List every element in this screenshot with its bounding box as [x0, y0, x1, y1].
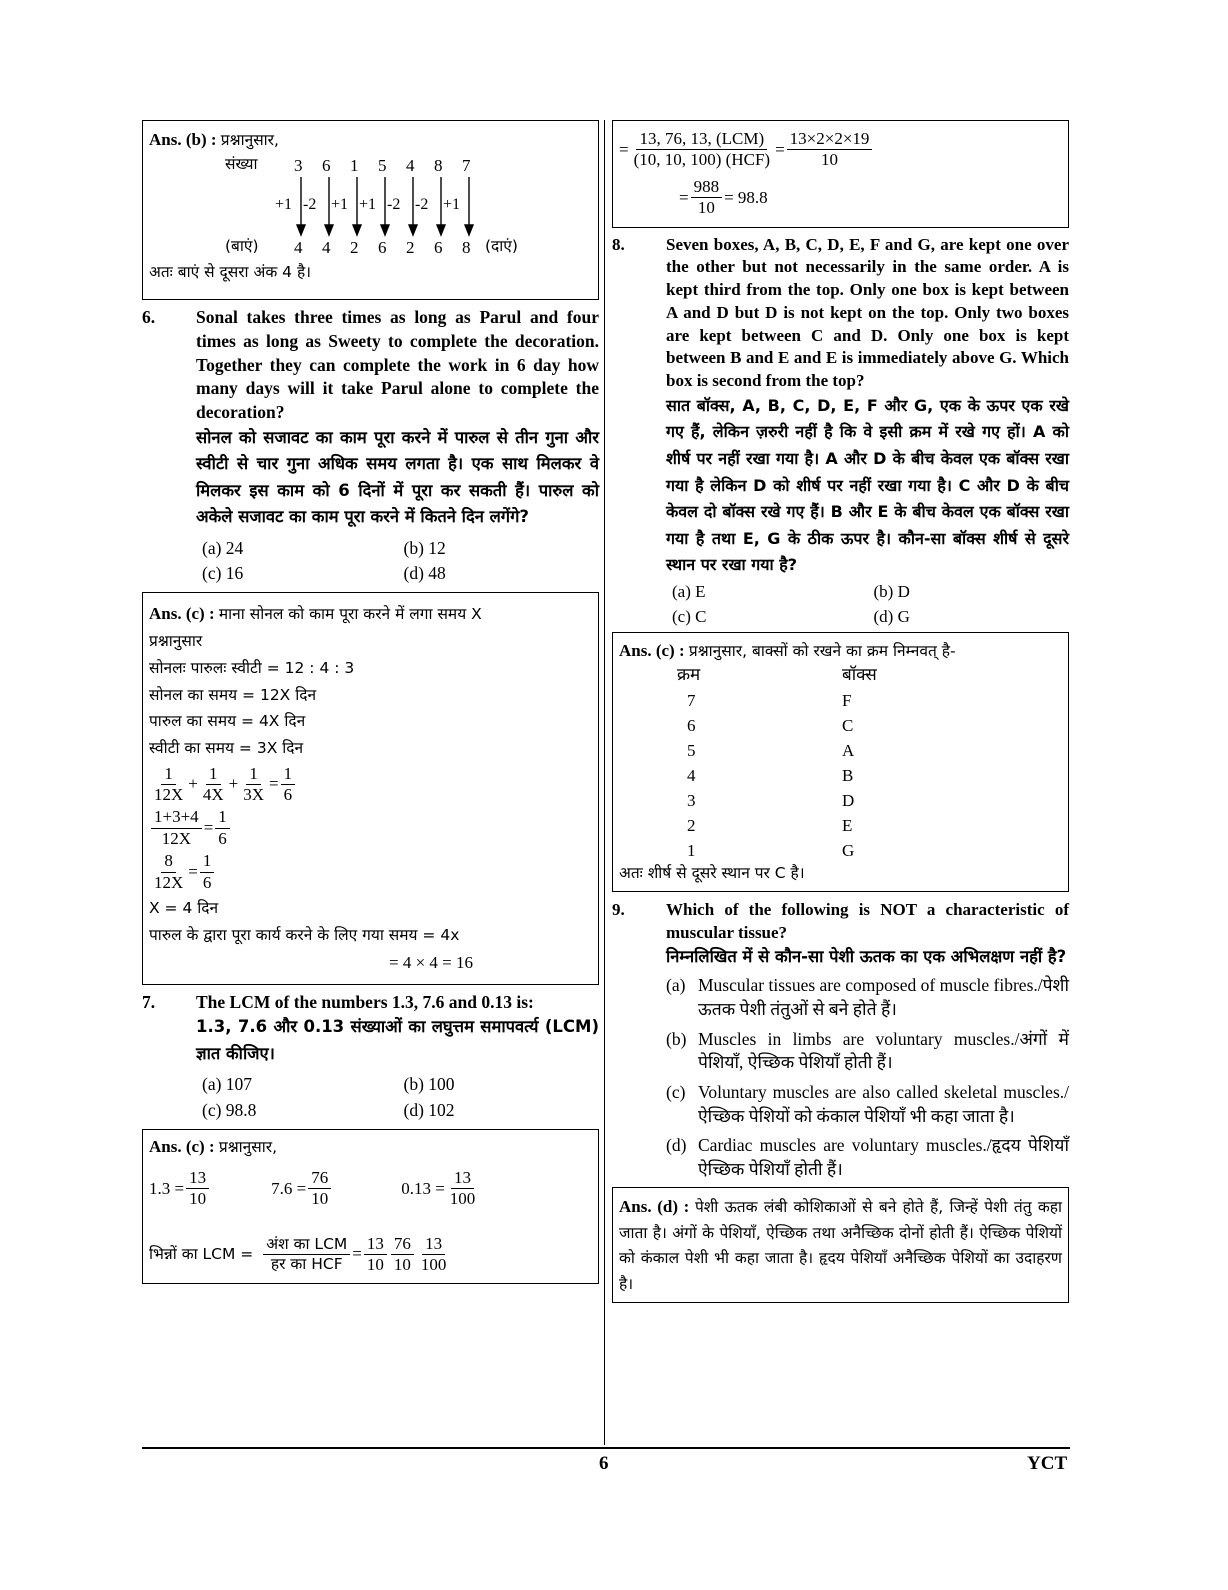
answer-conclusion: अतः बाएं से दूसरा अंक 4 है। — [149, 262, 312, 281]
table-row — [677, 738, 997, 763]
left-column — [142, 120, 599, 1284]
numerator: 988 — [691, 177, 723, 198]
arrow-head — [325, 225, 333, 235]
numerator: 13×2×2×19 — [787, 129, 873, 150]
arrow-head — [297, 225, 305, 235]
option-a: (a) E — [672, 581, 706, 601]
numerator: 1 — [246, 764, 261, 785]
answer-conclusion: अतः शीर्ष से दूसरे स्थान पर C है। — [619, 864, 805, 883]
answer-box-q5 — [142, 120, 599, 300]
option-key: (d) — [666, 1135, 687, 1156]
denominator: (10, 10, 100) (HCF) — [633, 150, 771, 170]
option-text: Cardiac muscles are voluntary muscles./हृदय पेशियाँ ऐच्छिक पेशियाँ होती हैं। — [698, 1135, 1069, 1179]
question-text-english: Sonal takes three times as long as Parul and four times as long as Sweety to complete the decoration. Together they can complete the work in 6 day how many days will it take Parul alone to complete the decoration? — [196, 307, 599, 423]
answer-line: प्रश्नानुसार — [149, 632, 203, 651]
sequence-operation: -2 — [303, 195, 317, 213]
sequence-result: 6 — [378, 237, 387, 257]
answer-intro: प्रश्नानुसार, — [220, 131, 279, 149]
question-text-english: Which of the following is NOT a characteristic of muscular tissue? — [666, 899, 1069, 942]
box-cell: C — [842, 715, 854, 735]
column-divider — [604, 120, 605, 1445]
question-number: 7. — [142, 991, 156, 1012]
question-number: 9. — [612, 899, 625, 919]
numerator: 1 — [215, 807, 230, 828]
left-label: (बाएं) — [225, 236, 259, 255]
numerator: 1 — [200, 851, 215, 872]
order-cell: 4 — [687, 765, 696, 785]
question-6 — [142, 306, 599, 586]
sequence-number: 6 — [322, 155, 331, 175]
box-cell: E — [842, 815, 853, 835]
footer-rule — [142, 1447, 1070, 1449]
box-cell: F — [842, 690, 852, 710]
box-cell: D — [842, 790, 855, 810]
answer-box-q6 — [142, 592, 599, 984]
sequence-operation: +1 — [359, 195, 377, 213]
publisher-brand: YCT — [1027, 1453, 1068, 1474]
order-cell: 6 — [687, 715, 696, 735]
question-8 — [612, 234, 1069, 629]
option-a — [666, 974, 1069, 1021]
option-a: (a) 107 — [202, 1074, 253, 1095]
question-number: 8. — [612, 234, 625, 254]
sequence-operation: -2 — [415, 195, 429, 213]
lcm-hcf-equation: = $\frac{\text{13, 76, 13, (LCM)}}{\text{(10, 10, 100) (HCF)}}$ = $\frac{13\times 2\times 2\times 19}{10}$ — [619, 129, 1062, 171]
answer-box-q7-continued — [612, 120, 1069, 228]
options — [196, 537, 599, 587]
arrow-head — [381, 225, 389, 235]
column-header: क्रम — [677, 664, 701, 685]
option-b: (b) 12 — [403, 537, 446, 558]
answer-line: X = 4 दिन — [149, 899, 219, 917]
denominator: 12X — [161, 828, 191, 848]
sequence-result: 4 — [294, 237, 303, 257]
page-number: 6 — [599, 1453, 609, 1474]
option-a: (a) 24 — [202, 537, 244, 558]
question-text-hindi: सात बॉक्स, A, B, C, D, E, F और G, एक के ऊपर एक रखे गए हैं, लेकिन ज़रुरी नहीं है कि वे इसी क्रम में रखे गए हों। A को शीर्ष पर नहीं रखा गया है। A और D के बीच केवल एक बॉक्स रखा गया है लेकिन D को शीर्ष पर नहीं रखा गया है। C और D के बीच केवल दो बॉक्स रखे गए हैं। B और E के बीच केवल एक बॉक्स रखा गया है तथा E, G के ठीक ऊपर है। कौन-सा बॉक्स शीर्ष से दूसरे स्थान पर रखा गया है? — [666, 395, 1069, 575]
answer-result: = 4 × 4 = 16 — [389, 953, 474, 973]
decimal-label: 7.6 = — [271, 1178, 307, 1198]
decimal-label: 0.13 = — [401, 1178, 445, 1198]
sequence-result: 8 — [462, 237, 471, 257]
sequence-arrows — [219, 153, 519, 263]
numerator: अंश का LCM — [263, 1235, 350, 1255]
option-c — [666, 1081, 1069, 1128]
sequence-number: 1 — [350, 155, 359, 175]
answer-text: पेशी ऊतक लंबी कोशिकाओं से बने होते हैं, जिन्हें पेशी तंतु कहा जाता है। अंगों के पेशियाँ, ऐच्छिक तथा अनैच्छिक दोनों होती हैं। ऐच्छिक पेशियों को कंकाल पेशी भी कहा जाता है। हृदय पेशियाँ अनैच्छिक पेशियों का उदाहरण है। — [619, 1198, 1062, 1293]
answer-line: सोनल का समय = 12X दिन — [149, 685, 317, 704]
option-c: (c) 98.8 — [202, 1099, 257, 1120]
denominator: 10 — [821, 150, 839, 170]
answer-box-q8 — [612, 632, 1069, 891]
sequence-result: 4 — [322, 237, 331, 257]
arrow-head — [437, 225, 445, 235]
lcm-label: भिन्नों का LCM = — [149, 1245, 254, 1264]
answer-label: Ans. (c) : — [619, 641, 685, 661]
decimal-fractions — [149, 1168, 592, 1210]
numerator: 13 — [364, 1234, 387, 1255]
numerator: 13 — [422, 1234, 445, 1255]
sequence-operation: +1 — [443, 195, 461, 213]
option-b: (b) D — [873, 581, 910, 601]
option-d: (d) 48 — [403, 563, 446, 584]
order-cell: 1 — [687, 840, 696, 860]
result-equation: = $\frac{988}{10}$ = 98.8 — [679, 176, 768, 218]
table-row — [677, 788, 997, 813]
numerator: 1 — [281, 764, 296, 785]
answer-line: सोनलः पारुलः स्वीटी = 12 : 4 : 3 — [149, 659, 355, 678]
sequence-result: 6 — [434, 237, 443, 257]
result-value: = 98.8 — [724, 188, 768, 208]
denominator: 100 — [420, 1254, 447, 1274]
answer-label: Ans. (b) : — [149, 130, 217, 149]
numerator: 13 — [451, 1168, 474, 1189]
answer-line: पारुल का समय = 4X दिन — [149, 712, 306, 731]
table-header — [677, 663, 997, 688]
sequence-number: 8 — [434, 155, 443, 175]
table-row — [677, 813, 997, 838]
number-sequence — [219, 153, 592, 261]
box-cell: A — [842, 740, 855, 760]
decimal-label: 1.3 = — [149, 1178, 185, 1198]
denominator: 12X — [154, 785, 184, 805]
numerator: 1 — [206, 764, 221, 785]
option-text: Muscular tissues are composed of muscle fibres./पेशी ऊतक पेशी तंतुओं से बने होते हैं। — [698, 975, 1069, 1019]
right-column — [612, 120, 1069, 1303]
denominator: 6 — [218, 828, 227, 848]
sequence-operation: +1 — [331, 195, 349, 213]
equation-1: $\frac{1}{12X}$ + $\frac{1}{4X}$ + $\frac{1}{3X}$ = $\frac{1}{6}$ — [149, 764, 592, 806]
order-table — [677, 663, 997, 863]
question-7 — [142, 991, 599, 1123]
answer-label: Ans. (c) : — [149, 1136, 215, 1156]
denominator: 10 — [393, 1254, 411, 1274]
answer-box-q7 — [142, 1129, 599, 1285]
column-header: बॉक्स — [842, 664, 877, 685]
order-cell: 3 — [687, 790, 696, 810]
answer-label: Ans. (c) : — [149, 604, 215, 624]
denominator: 3X — [243, 785, 265, 805]
box-cell: B — [842, 765, 854, 785]
arrow-head — [465, 225, 473, 235]
order-cell: 7 — [687, 690, 696, 710]
denominator: 6 — [202, 872, 212, 892]
denominator: 10 — [311, 1189, 329, 1209]
option-c: (c) 16 — [202, 563, 244, 584]
sequence-result: 2 — [406, 237, 415, 257]
denominator: 10 — [366, 1254, 384, 1274]
question-number: 6. — [142, 307, 156, 327]
option-key: (c) — [666, 1081, 686, 1102]
question-text-english: The LCM of the numbers 1.3, 7.6 and 0.13 is: — [196, 991, 534, 1012]
denominator: 6 — [283, 785, 293, 805]
numerator: 13 — [186, 1168, 209, 1189]
answer-intro: प्रश्नानुसार, बाक्सों को रखने का क्रम निम्नवत् है- — [688, 642, 956, 661]
option-key: (a) — [666, 975, 686, 996]
sequence-number: 7 — [462, 155, 471, 175]
sequence-number: 4 — [406, 155, 415, 175]
question-text-hindi: 1.3, 7.6 और 0.13 संख्याओं का लघुत्तम समापवर्त्य (LCM) ज्ञात कीजिए। — [196, 1017, 599, 1063]
answer-box-q9 — [612, 1187, 1069, 1303]
answer-line: माना सोनल को काम पूरा करने में लगा समय X — [218, 605, 482, 624]
denominator: 10 — [189, 1189, 207, 1209]
sequence-number: 5 — [378, 155, 387, 175]
lcm-formula: भिन्नों का LCM = $\frac{\text{अंश का LCM}}{\text{हर का HCF}}$ = $\frac{13}{10}$ $\frac{76}{10}$ $\frac{13}{100}$ — [149, 1234, 592, 1276]
denominator: 10 — [697, 198, 715, 218]
option-b — [666, 1028, 1069, 1075]
numerator: 13, 76, 13, (LCM) — [636, 129, 767, 150]
option-d: (d) 102 — [403, 1099, 455, 1120]
question-text-hindi: निम्नलिखित में से कौन-सा पेशी ऊतक का एक अभिलक्षण नहीं है? — [666, 946, 1067, 966]
denominator: 4X — [202, 785, 224, 805]
arrow-head — [409, 225, 417, 235]
option-text: Muscles in limbs are voluntary muscles./अंगों में पेशियाँ, ऐच्छिक पेशियाँ होती हैं। — [698, 1028, 1069, 1073]
denominator: 100 — [449, 1189, 476, 1209]
option-list — [666, 974, 1069, 1181]
table-row — [677, 763, 997, 788]
table-row — [677, 838, 997, 863]
equation-3: $\frac{8}{12X}$ = $\frac{1}{6}$ — [149, 851, 592, 893]
denominator: 12X — [154, 872, 184, 892]
answer-line: पारुल के द्वारा पूरा कार्य करने के लिए गया समय = 4x — [149, 925, 460, 944]
denominator: हर का HCF — [270, 1254, 343, 1273]
box-cell: G — [842, 840, 855, 860]
answer-intro: प्रश्नानुसार, — [218, 1137, 278, 1156]
numerator: 1+3+4 — [151, 807, 202, 828]
sequence-row-label: संख्या — [225, 154, 258, 173]
numerator: 76 — [391, 1234, 414, 1255]
sequence-number: 3 — [294, 155, 303, 175]
right-label: (दाएं) — [485, 236, 518, 255]
arrow-head — [353, 225, 361, 235]
order-cell: 5 — [687, 740, 696, 760]
table-row — [677, 713, 997, 738]
table-row — [677, 688, 997, 713]
numerator: 1 — [161, 764, 176, 785]
equation-2: $\frac{1+3+4}{12X}$ = $\frac{1}{6}$ — [149, 807, 592, 849]
option-b: (b) 100 — [403, 1074, 455, 1095]
option-c: (c) C — [672, 606, 707, 626]
option-d — [666, 1134, 1069, 1181]
sequence-operation: +1 — [275, 195, 293, 213]
sequence-result: 2 — [350, 237, 359, 257]
option-d: (d) G — [873, 606, 910, 626]
question-9 — [612, 898, 1069, 1182]
options — [196, 1073, 599, 1123]
sequence-operation: -2 — [387, 195, 401, 213]
order-cell: 2 — [687, 815, 696, 835]
options — [666, 581, 1069, 629]
question-text-hindi: सोनल को सजावट का काम पूरा करने में पारुल से तीन गुना और स्वीटी से चार गुना अधिक समय लगता है। एक साथ मिलकर वे मिलकर इस काम को 6 दिनों में पूरा कर सकती हैं। पारुल को अकेले सजावट का काम पूरा करने में कितने दिन लगेंगे? — [196, 427, 599, 527]
numerator: 8 — [161, 851, 176, 872]
option-key: (b) — [666, 1028, 687, 1049]
option-text: Voluntary muscles are also called skeletal muscles./ऐच्छिक पेशियों को कंकाल पेशियाँ भी कहा जाता है। — [698, 1081, 1069, 1126]
numerator: 76 — [308, 1168, 331, 1189]
question-text-english: Seven boxes, A, B, C, D, E, F and G, are kept one over the other but not necessarily in the same order. A is kept third from the top. Only one box is kept between A and D but D is not kept on the top. Only two boxes are kept between C and D. Only one box is kept between B and E and E is immediately above G. Which box is second from the top? — [666, 234, 1069, 391]
answer-label: Ans. (d) : — [619, 1197, 690, 1217]
answer-line: स्वीटी का समय = 3X दिन — [149, 739, 304, 757]
